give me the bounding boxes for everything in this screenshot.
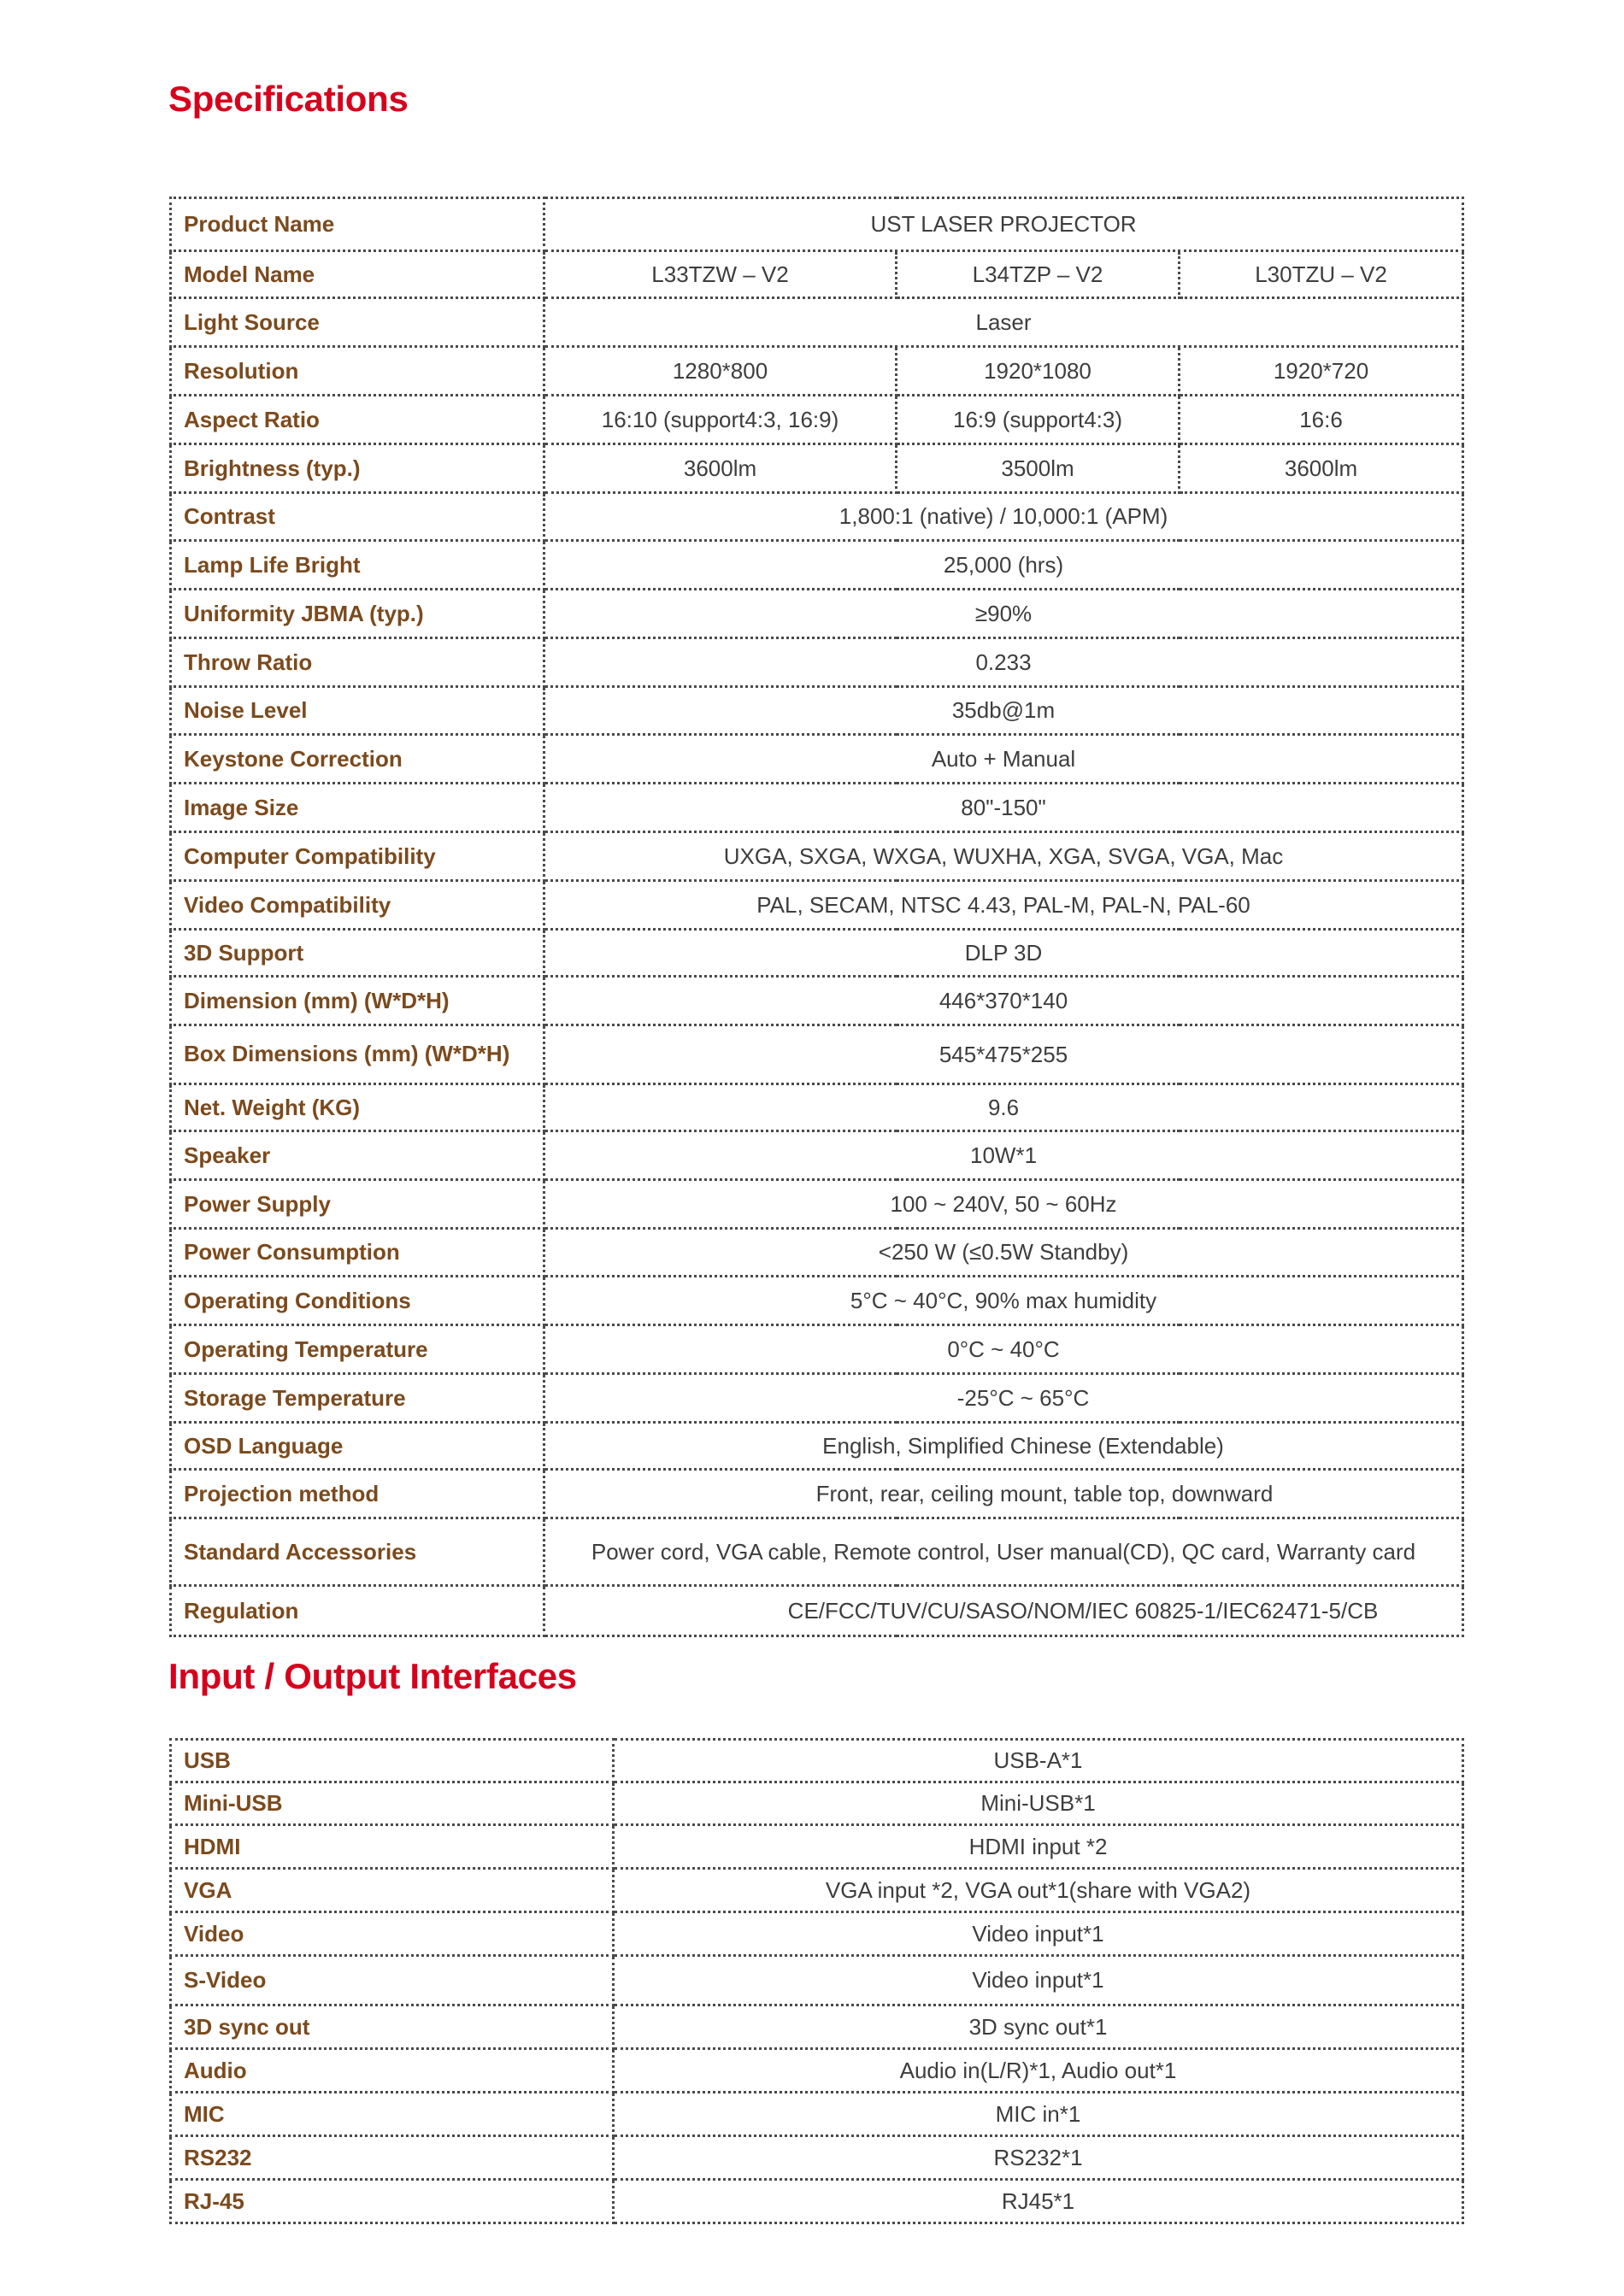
io-row-mini-usb — [171, 1782, 1463, 1825]
io-interfaces-table — [169, 1738, 1464, 2224]
spec-row-uniformity — [171, 590, 1463, 638]
spec-value: English, Simplified Chinese (Extendable) — [544, 1423, 1463, 1470]
spec-row-projection-method — [171, 1470, 1463, 1518]
spec-row-model-name — [171, 251, 1463, 298]
io-value: MIC in*1 — [614, 2093, 1463, 2136]
spec-label: Resolution — [171, 347, 544, 396]
spec-label: Throw Ratio — [171, 638, 544, 687]
io-value: 3D sync out*1 — [614, 2005, 1463, 2049]
io-value: Video input*1 — [614, 1912, 1463, 1956]
spec-row-box-dimensions — [171, 1025, 1463, 1084]
spec-value: Laser — [544, 298, 1463, 347]
spec-value: Front, rear, ceiling mount, table top, downward — [544, 1470, 1463, 1518]
spec-label: OSD Language — [171, 1423, 544, 1470]
io-label: USB — [171, 1740, 614, 1782]
io-label: RS232 — [171, 2136, 614, 2180]
io-value: RJ45*1 — [614, 2180, 1463, 2223]
spec-label: Operating Temperature — [171, 1325, 544, 1374]
io-label: VGA — [171, 1869, 614, 1912]
spec-row-resolution — [171, 347, 1463, 396]
spec-row-storage-temperature — [171, 1374, 1463, 1423]
spec-value: ≥90% — [544, 590, 1463, 638]
spec-label: Projection method — [171, 1470, 544, 1518]
spec-row-power-consumption — [171, 1229, 1463, 1277]
spec-label: Lamp Life Bright — [171, 541, 544, 590]
spec-value: CE/FCC/TUV/CU/SASO/NOM/IEC 60825-1/IEC62471-5/CB — [544, 1586, 1463, 1636]
spec-label: Video Compatibility — [171, 881, 544, 930]
spec-label: Speaker — [171, 1131, 544, 1180]
spec-value: 1,800:1 (native) / 10,000:1 (APM) — [544, 493, 1463, 541]
spec-value-model-3: 1920*720 — [1180, 347, 1463, 396]
spec-row-operating-conditions — [171, 1277, 1463, 1325]
spec-label: Aspect Ratio — [171, 396, 544, 444]
spec-value-model-3: 16:6 — [1180, 396, 1463, 444]
spec-value: Auto + Manual — [544, 735, 1463, 784]
spec-row-computer-compatibility — [171, 832, 1463, 881]
io-label: S-Video — [171, 1956, 614, 2005]
io-value: USB-A*1 — [614, 1740, 1463, 1782]
spec-label: Brightness (typ.) — [171, 444, 544, 493]
spec-value: 25,000 (hrs) — [544, 541, 1463, 590]
spec-row-lamp-life — [171, 541, 1463, 590]
io-value: VGA input *2, VGA out*1(share with VGA2) — [614, 1869, 1463, 1912]
spec-label: 3D Support — [171, 930, 544, 977]
specifications-table — [169, 197, 1464, 1637]
spec-value: <250 W (≤0.5W Standby) — [544, 1229, 1463, 1277]
spec-value: UXGA, SXGA, WXGA, WUXHA, XGA, SVGA, VGA, Mac — [544, 832, 1463, 881]
spec-value: 545*475*255 — [544, 1025, 1463, 1084]
spec-row-speaker — [171, 1131, 1463, 1180]
spec-value-model-1: L33TZW – V2 — [544, 251, 897, 298]
spec-value: UST LASER PROJECTOR — [544, 198, 1463, 251]
io-value: Video input*1 — [614, 1956, 1463, 2005]
io-label: MIC — [171, 2093, 614, 2136]
spec-row-video-compatibility — [171, 881, 1463, 930]
io-label: 3D sync out — [171, 2005, 614, 2049]
spec-value: -25°C ~ 65°C — [544, 1374, 1463, 1423]
spec-value-model-1: 3600lm — [544, 444, 897, 493]
spec-row-3d-support — [171, 930, 1463, 977]
spec-value: 100 ~ 240V, 50 ~ 60Hz — [544, 1180, 1463, 1229]
spec-value: 10W*1 — [544, 1131, 1463, 1180]
spec-value: DLP 3D — [544, 930, 1463, 977]
spec-value: 0°C ~ 40°C — [544, 1325, 1463, 1374]
io-row-s-video — [171, 1956, 1463, 2005]
spec-row-keystone — [171, 735, 1463, 784]
spec-label: Keystone Correction — [171, 735, 544, 784]
spec-value-model-2: 16:9 (support4:3) — [897, 396, 1180, 444]
spec-value-model-2: 1920*1080 — [897, 347, 1180, 396]
io-label: Audio — [171, 2049, 614, 2093]
spec-value: 80"-150" — [544, 784, 1463, 832]
spec-value: PAL, SECAM, NTSC 4.43, PAL-M, PAL-N, PAL-60 — [544, 881, 1463, 930]
spec-label: Power Consumption — [171, 1229, 544, 1277]
spec-value-model-3: 3600lm — [1180, 444, 1463, 493]
spec-value: Power cord, VGA cable, Remote control, User manual(CD), QC card, Warranty card — [544, 1518, 1463, 1586]
io-label: HDMI — [171, 1825, 614, 1869]
io-label: Video — [171, 1912, 614, 1956]
spec-value-model-1: 16:10 (support4:3, 16:9) — [544, 396, 897, 444]
spec-row-dimension — [171, 977, 1463, 1025]
spec-label: Dimension (mm) (W*D*H) — [171, 977, 544, 1025]
spec-row-osd-language — [171, 1423, 1463, 1470]
spec-value: 5°C ~ 40°C, 90% max humidity — [544, 1277, 1463, 1325]
spec-label: Storage Temperature — [171, 1374, 544, 1423]
io-row-mic — [171, 2093, 1463, 2136]
spec-row-operating-temperature — [171, 1325, 1463, 1374]
spec-value-model-2: 3500lm — [897, 444, 1180, 493]
spec-label: Light Source — [171, 298, 544, 347]
io-label: Mini-USB — [171, 1782, 614, 1825]
spec-label: Box Dimensions (mm) (W*D*H) — [171, 1025, 544, 1084]
spec-label: Power Supply — [171, 1180, 544, 1229]
spec-label: Computer Compatibility — [171, 832, 544, 881]
spec-row-contrast — [171, 493, 1463, 541]
spec-row-noise-level — [171, 687, 1463, 735]
spec-value: 0.233 — [544, 638, 1463, 687]
spec-label: Image Size — [171, 784, 544, 832]
spec-row-standard-accessories — [171, 1518, 1463, 1586]
io-value: HDMI input *2 — [614, 1825, 1463, 1869]
spec-value: 9.6 — [544, 1084, 1463, 1131]
spec-value-model-2: L34TZP – V2 — [897, 251, 1180, 298]
io-value: RS232*1 — [614, 2136, 1463, 2180]
io-row-rj-45 — [171, 2180, 1463, 2223]
spec-label: Regulation — [171, 1586, 544, 1636]
io-row-vga — [171, 1869, 1463, 1912]
spec-label: Net. Weight (KG) — [171, 1084, 544, 1131]
spec-label: Uniformity JBMA (typ.) — [171, 590, 544, 638]
spec-label: Noise Level — [171, 687, 544, 735]
io-label: RJ-45 — [171, 2180, 614, 2223]
spec-value-model-3: L30TZU – V2 — [1180, 251, 1463, 298]
io-row-3d-sync-out — [171, 2005, 1463, 2049]
io-value: Audio in(L/R)*1, Audio out*1 — [614, 2049, 1463, 2093]
io-value: Mini-USB*1 — [614, 1782, 1463, 1825]
io-row-audio — [171, 2049, 1463, 2093]
spec-row-brightness — [171, 444, 1463, 493]
spec-row-throw-ratio — [171, 638, 1463, 687]
spec-label: Product Name — [171, 198, 544, 251]
spec-row-net-weight — [171, 1084, 1463, 1131]
spec-label: Standard Accessories — [171, 1518, 544, 1586]
spec-label: Model Name — [171, 251, 544, 298]
spec-row-aspect-ratio — [171, 396, 1463, 444]
spec-label: Operating Conditions — [171, 1277, 544, 1325]
spec-row-light-source — [171, 298, 1463, 347]
spec-row-image-size — [171, 784, 1463, 832]
spec-value: 35db@1m — [544, 687, 1463, 735]
io-row-rs232 — [171, 2136, 1463, 2180]
io-row-hdmi — [171, 1825, 1463, 1869]
spec-row-regulation — [171, 1586, 1463, 1636]
io-interfaces-title: Input / Output Interfaces — [168, 1656, 577, 1696]
specifications-title: Specifications — [168, 79, 409, 119]
spec-row-power-supply — [171, 1180, 1463, 1229]
io-row-video — [171, 1912, 1463, 1956]
spec-value: 446*370*140 — [544, 977, 1463, 1025]
spec-label: Contrast — [171, 493, 544, 541]
io-row-usb — [171, 1740, 1463, 1782]
spec-row-product-name — [171, 198, 1463, 251]
spec-value-model-1: 1280*800 — [544, 347, 897, 396]
